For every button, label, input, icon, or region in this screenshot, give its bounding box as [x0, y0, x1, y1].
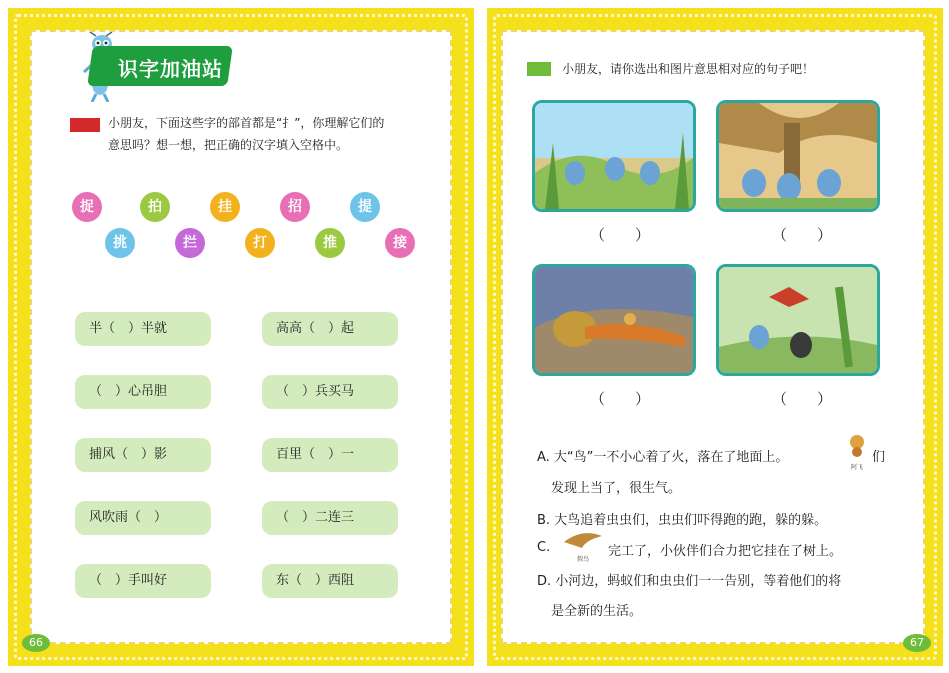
idiom-blank[interactable]: 高高（ ）起 [262, 312, 398, 346]
option-b: B. 大鸟追着虫虫们，虫虫们吓得跑的跑，躲的躲。 [537, 513, 828, 528]
idiom-blank[interactable]: 东（ ）西阻 [262, 564, 398, 598]
character-bubble: 招 [280, 192, 310, 222]
character-bubble: 接 [385, 228, 415, 258]
character-bubble: 捉 [72, 192, 102, 222]
idiom-blank[interactable]: 风吹雨（ ） [75, 501, 211, 535]
character-bubble: 拍 [140, 192, 170, 222]
character-bubble: 拦 [175, 228, 205, 258]
section-title: 识字加油站 [118, 57, 223, 81]
option-c-prefix: C. [537, 540, 551, 555]
fake-bird-icon [562, 528, 604, 563]
idiom-blank[interactable]: （ ）兵买马 [262, 375, 398, 409]
illustration-1 [532, 100, 696, 212]
ant-icon-caption: 阿飞 [850, 464, 863, 471]
right-instruction: 小朋友，请你选出和图片意思相对应的句子吧！ [562, 62, 815, 76]
option-d-line-2: 是全新的生活。 [551, 604, 643, 619]
idiom-blank[interactable]: 捕风（ ）影 [75, 438, 211, 472]
option-a-line-1: A. 大“鸟”一不小心着了火，落在了地面上。 [537, 450, 789, 465]
page-number-left: 66 [22, 634, 50, 652]
idiom-blank[interactable]: 百里（ ）一 [262, 438, 398, 472]
idiom-blank[interactable]: （ ）二连三 [262, 501, 398, 535]
idiom-blank[interactable]: （ ）手叫好 [75, 564, 211, 598]
answer-blank[interactable]: （ ） [772, 226, 833, 244]
option-a-tail: 们 [872, 450, 886, 465]
page-number-right: 67 [903, 634, 931, 652]
answer-blank[interactable]: （ ） [590, 390, 651, 408]
option-d-line-1: D. 小河边，蚂蚁们和虫虫们一一告别，等着他们的将 [537, 574, 842, 589]
option-a-line-2: 发现上当了，很生气。 [551, 481, 682, 496]
character-bubble: 挑 [105, 228, 135, 258]
left-instruction-line-2: 意思吗？想一想，把正确的汉字填入空格中。 [108, 138, 349, 152]
option-c-text: 完工了，小伙伴们合力把它挂在了树上。 [608, 544, 843, 559]
left-instruction-line-1: 小朋友，下面这些字的部首都是“扌”，你理解它们的 [108, 116, 385, 130]
illustration-4 [716, 264, 880, 376]
illustration-3 [532, 264, 696, 376]
fake-bird-caption: 假鸟 [576, 556, 589, 563]
character-bubble: 挂 [210, 192, 240, 222]
ant-character-icon [844, 432, 870, 471]
instruction-marker-red [70, 118, 100, 132]
instruction-marker-green [527, 62, 551, 76]
answer-blank[interactable]: （ ） [772, 390, 833, 408]
answer-blank[interactable]: （ ） [590, 226, 651, 244]
character-bubble: 打 [245, 228, 275, 258]
illustration-2 [716, 100, 880, 212]
character-bubble: 提 [350, 192, 380, 222]
idiom-blank[interactable]: （ ）心吊胆 [75, 375, 211, 409]
character-bubble: 推 [315, 228, 345, 258]
idiom-blank[interactable]: 半（ ）半就 [75, 312, 211, 346]
